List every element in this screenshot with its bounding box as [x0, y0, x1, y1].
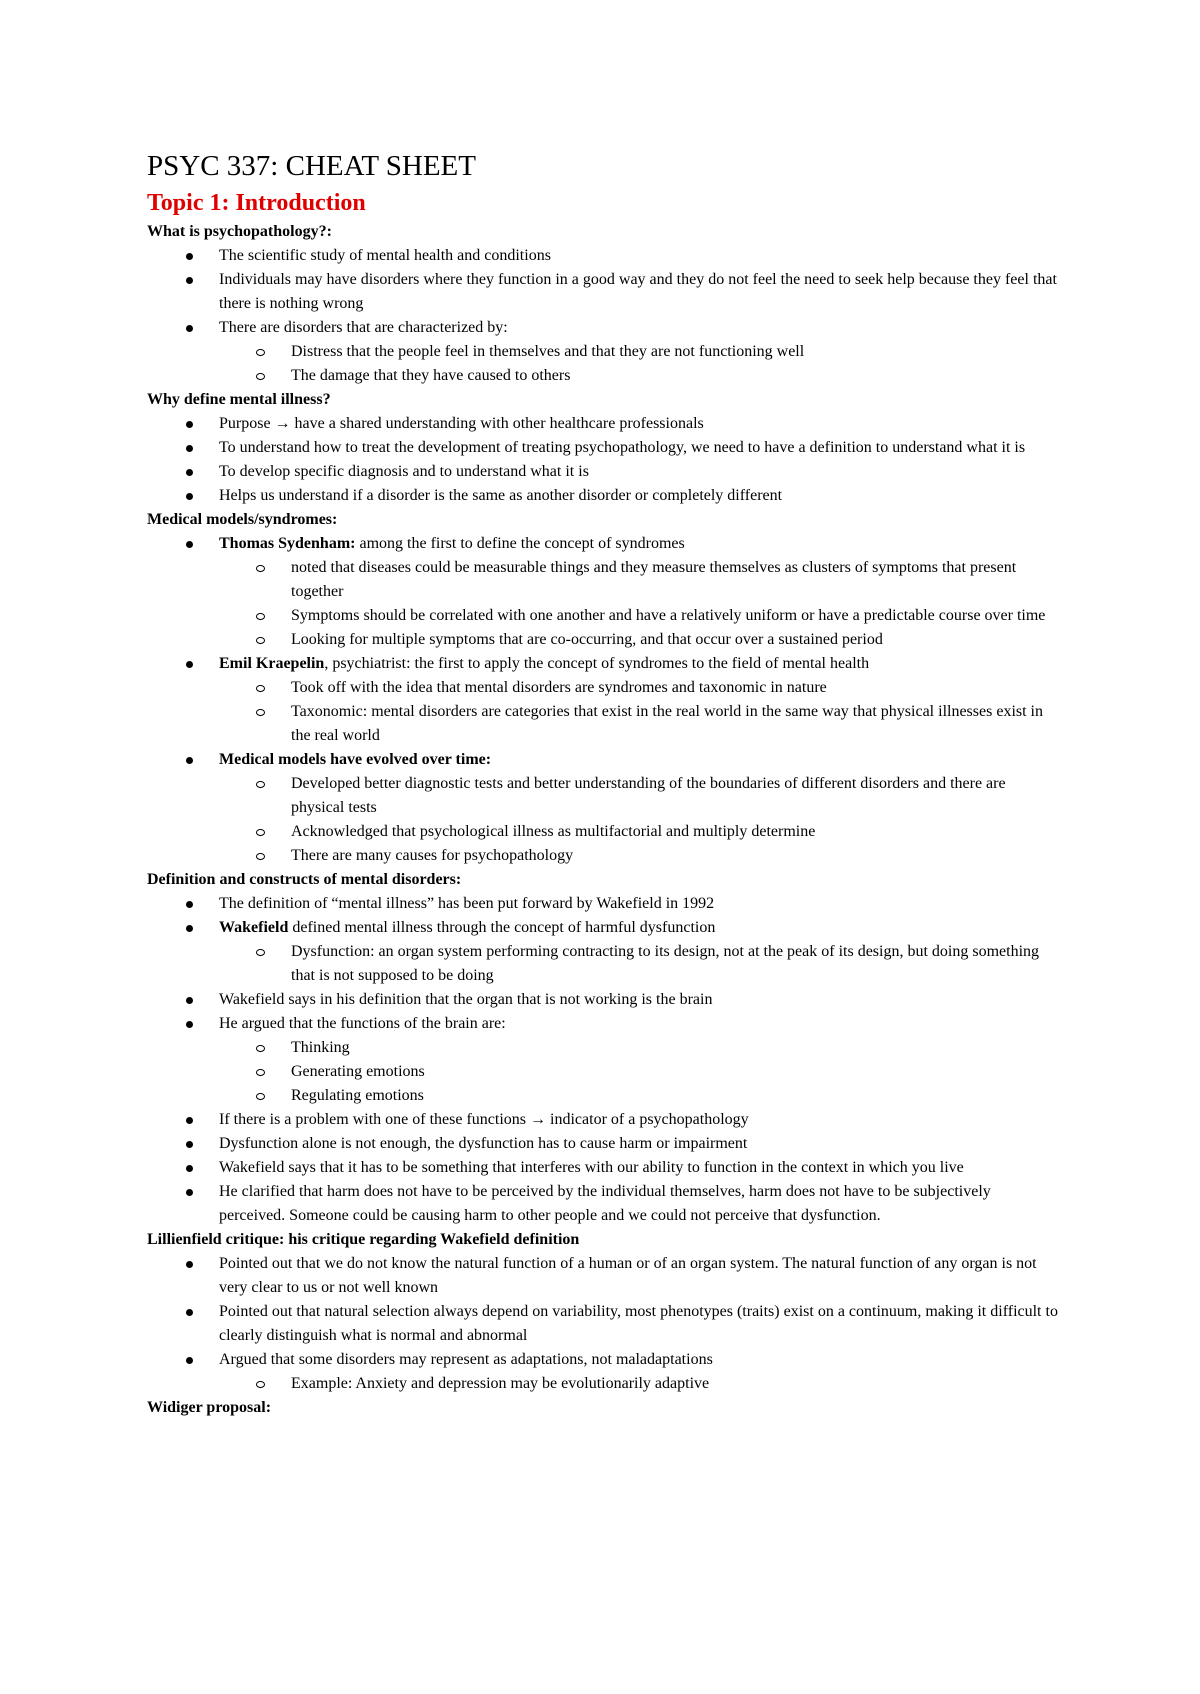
list-item-text: He argued that the functions of the brain are:	[219, 1015, 506, 1032]
bullet-list	[147, 532, 1060, 868]
list-item-text: , psychiatrist: the first to apply the concept of syndromes to the field of mental health	[324, 655, 870, 672]
sub-list-item: Regulating emotions	[219, 1084, 1060, 1108]
list-item	[147, 1348, 1060, 1396]
list-item: Dysfunction alone is not enough, the dysfunction has to cause harm or impairment	[147, 1132, 1060, 1156]
sub-list-item: Example: Anxiety and depression may be evolutionarily adaptive	[219, 1372, 1060, 1396]
sub-list-item: Thinking	[219, 1036, 1060, 1060]
sub-list-item: Looking for multiple symptoms that are co-occurring, and that occur over a sustained period	[219, 628, 1060, 652]
list-item-text: among the first to define the concept of syndromes	[355, 535, 685, 552]
sub-list-item: Distress that the people feel in themselves and that they are not functioning well	[219, 340, 1060, 364]
list-item: Wakefield says that it has to be something that interferes with our ability to function in the context in which you live	[147, 1156, 1060, 1180]
list-item: The scientific study of mental health and conditions	[147, 244, 1060, 268]
list-item: If there is a problem with one of these functions → indicator of a psychopathology	[147, 1108, 1060, 1132]
sub-list-item: Dysfunction: an organ system performing contracting to its design, not at the peak of its design, but doing something that is not supposed to be doing	[219, 940, 1060, 988]
list-item-text: defined mental illness through the concept of harmful dysfunction	[288, 919, 716, 936]
sub-bullet-list	[147, 1036, 1060, 1108]
sub-list-item: Took off with the idea that mental disorders are syndromes and taxonomic in nature	[219, 676, 1060, 700]
sub-list-item: The damage that they have caused to others	[219, 364, 1060, 388]
list-item	[147, 1012, 1060, 1108]
sub-bullet-list	[147, 940, 1060, 988]
sub-list-item: There are many causes for psychopathology	[219, 844, 1060, 868]
list-item: Helps us understand if a disorder is the same as another disorder or completely different	[147, 484, 1060, 508]
bullet-list	[147, 1252, 1060, 1396]
list-item: The definition of “mental illness” has been put forward by Wakefield in 1992	[147, 892, 1060, 916]
sub-list-item: Developed better diagnostic tests and better understanding of the boundaries of different disorders and there are physical tests	[219, 772, 1060, 820]
bullet-list	[147, 244, 1060, 388]
topic-heading: Topic 1: Introduction	[147, 190, 366, 216]
term-sydenham: Thomas Sydenham:	[219, 535, 356, 552]
list-item-text: There are disorders that are characterized by:	[219, 319, 508, 336]
sub-list-item: Generating emotions	[219, 1060, 1060, 1084]
sub-bullet-list	[147, 772, 1060, 868]
section-heading-psychopathology: What is psychopathology?:	[147, 223, 332, 240]
list-item	[147, 916, 1060, 988]
list-item: Individuals may have disorders where they function in a good way and they do not feel the need to seek help because they feel that there is nothing wrong	[147, 268, 1060, 316]
bullet-list	[147, 412, 1060, 508]
list-item: To understand how to treat the development of treating psychopathology, we need to have a definition to understand what it is	[147, 436, 1060, 460]
sub-bullet-list	[147, 1372, 1060, 1396]
section-heading-medical-models: Medical models/syndromes:	[147, 511, 338, 528]
sub-bullet-list	[147, 340, 1060, 388]
list-item: He clarified that harm does not have to be perceived by the individual themselves, harm does not have to be subjectively perceived. Someone could be causing harm to other people and we could not perceive that dysfunction.	[147, 1180, 1060, 1228]
list-item	[147, 532, 1060, 652]
section-heading-lillienfield: Lillienfield critique: his critique regarding Wakefield definition	[147, 1231, 580, 1248]
list-item: Pointed out that we do not know the natural function of a human or of an organ system. The natural function of any organ is not very clear to us or not well known	[147, 1252, 1060, 1300]
sub-bullet-list	[147, 556, 1060, 652]
section-heading-widiger: Widiger proposal:	[147, 1399, 272, 1416]
list-item: To develop specific diagnosis and to understand what it is	[147, 460, 1060, 484]
list-item	[147, 748, 1060, 868]
bullet-list	[147, 892, 1060, 1228]
sub-list-item: Taxonomic: mental disorders are categories that exist in the real world in the same way that physical illnesses exist in the real world	[219, 700, 1060, 748]
list-item	[147, 652, 1060, 748]
list-item: Purpose → have a shared understanding with other healthcare professionals	[147, 412, 1060, 436]
sub-list-item: Symptoms should be correlated with one another and have a relatively uniform or have a predictable course over time	[219, 604, 1060, 628]
list-item: Wakefield says in his definition that the organ that is not working is the brain	[147, 988, 1060, 1012]
term-kraepelin: Emil Kraepelin	[219, 655, 325, 672]
section-heading-why-define: Why define mental illness?	[147, 391, 331, 408]
list-item: Pointed out that natural selection always depend on variability, most phenotypes (traits) exist on a continuum, making it difficult to clearly distinguish what is normal and abnormal	[147, 1300, 1060, 1348]
sub-bullet-list	[147, 676, 1060, 748]
list-item	[147, 316, 1060, 388]
sub-list-item: Acknowledged that psychological illness as multifactorial and multiply determine	[219, 820, 1060, 844]
page-title: PSYC 337: CHEAT SHEET	[147, 150, 476, 182]
list-item-text: Argued that some disorders may represent as adaptations, not maladaptations	[219, 1351, 713, 1368]
term-wakefield: Wakefield	[219, 919, 289, 936]
sub-list-item: noted that diseases could be measurable things and they measure themselves as clusters of symptoms that present together	[219, 556, 1060, 604]
term-medical-models: Medical models have evolved over time:	[219, 751, 492, 768]
section-heading-definition: Definition and constructs of mental disorders:	[147, 871, 462, 888]
